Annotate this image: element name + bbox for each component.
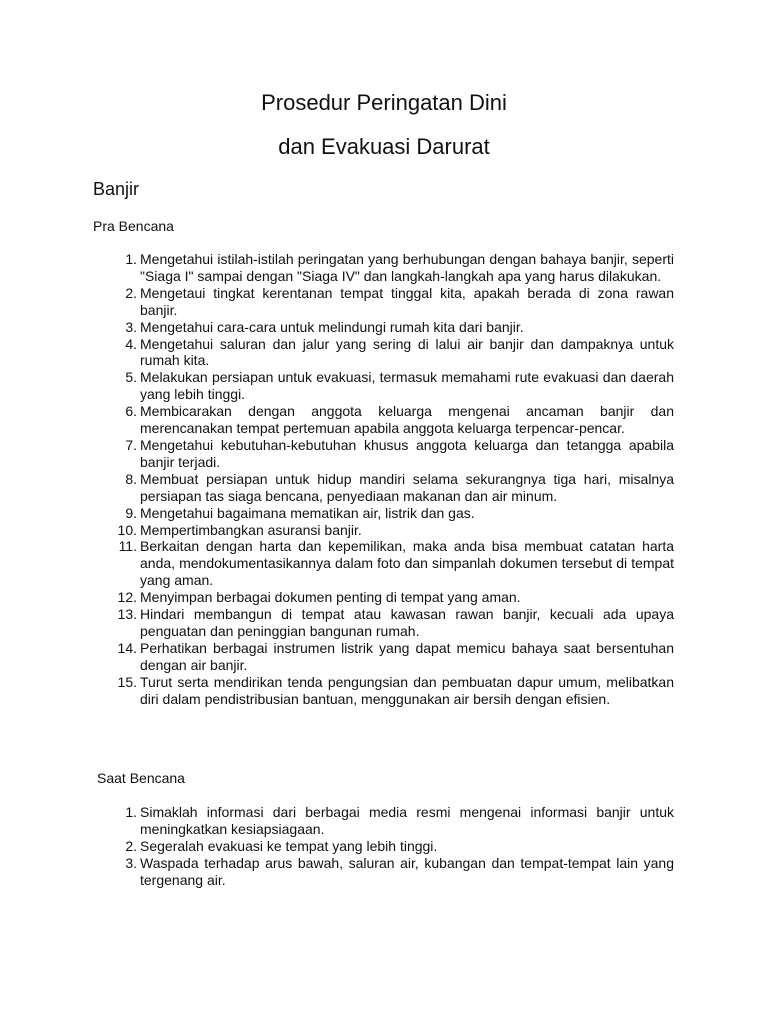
list-item	[0, 606, 768, 640]
list-item-text: Mengetahui kebutuhan-kebutuhan khusus anggota keluarga dan tetangga apabila banjir terjadi.	[140, 436, 674, 470]
subheading-saat-bencana: Saat Bencana	[97, 770, 185, 786]
list-item-text: Membicarakan dengan anggota keluarga mengenai ancaman banjir dan merencanakan tempat pertemuan apabila anggota keluarga terpencar-pencar.	[140, 403, 674, 437]
list-item	[0, 522, 768, 539]
list-item-text: Simaklah informasi dari berbagai media resmi mengenai informasi banjir untuk meningkatkan kesiapsiagaan.	[140, 804, 674, 837]
list-item	[0, 855, 768, 889]
list-item-text: Membuat persiapan untuk hidup mandiri selama sekurangnya tiga hari, misalnya persiapan tas siaga bencana, penyediaan makanan dan air minum.	[140, 470, 674, 504]
list-item-number: 3.	[125, 854, 137, 871]
list-item-text: Mengetaui tingkat kerentanan tempat tinggal kita, apakah berada di zona rawan banjir.	[140, 284, 674, 318]
list-item-number: 4.	[125, 335, 137, 352]
list-item-number: 1.	[125, 804, 137, 820]
list-item	[0, 403, 768, 437]
document-title-line-2: dan Evakuasi Darurat	[278, 134, 490, 159]
document-title-line-1: Prosedur Peringatan Dini	[261, 90, 507, 115]
list-item-text: Segeralah evakuasi ke tempat yang lebih tinggi.	[140, 837, 438, 854]
list-item	[0, 589, 768, 606]
list-item-text: Berkaitan dengan harta dan kepemilikan, maka anda bisa membuat catatan harta anda, mendokumentasikannya dalam foto dan simpanlah dokumen tersebut di tempat yang aman.	[140, 538, 674, 589]
list-item-number: 6.	[125, 403, 137, 420]
list-item	[0, 437, 768, 471]
list-item-text: Hindari membangun di tempat atau kawasan rawan banjir, kecuali ada upaya penguatan dan peninggian bangunan rumah.	[140, 606, 674, 639]
list-item	[0, 319, 768, 336]
list-item-number: 9.	[125, 504, 137, 521]
saat-bencana-list	[0, 804, 768, 889]
list-item-text: Menyimpan berbagai dokumen penting di tempat yang aman.	[140, 589, 521, 606]
list-item	[0, 538, 768, 589]
list-item-text: Mengetahui istilah-istilah peringatan yang berhubungan dengan bahaya banjir, seperti "Siaga I" sampai dengan "Siaga IV" dan langkah-langkah apa yang harus dilakukan.	[140, 251, 674, 284]
list-item-text: Mengetahui cara-cara untuk melindungi rumah kita dari banjir.	[140, 318, 524, 335]
pra-bencana-list	[0, 251, 768, 707]
list-item-text: Mengetahui saluran dan jalur yang sering di lalui air banjir dan dampaknya untuk rumah kita.	[140, 335, 674, 369]
list-item-text: Mengetahui bagaimana mematikan air, listrik dan gas.	[140, 504, 475, 521]
subheading-pra-bencana: Pra Bencana	[93, 218, 174, 234]
list-item	[0, 505, 768, 522]
list-item-number: 8.	[125, 470, 137, 487]
list-item-number: 3.	[125, 318, 137, 335]
list-item	[0, 471, 768, 505]
list-item-text: Mempertimbangkan asuransi banjir.	[140, 521, 362, 538]
list-item-text: Turut serta mendirikan tenda pengungsian dan pembuatan dapur umum, melibatkan diri dalam pendistribusian bantuan, menggunakan air bersih dengan efisien.	[140, 673, 674, 707]
list-item	[0, 674, 768, 708]
section-heading-banjir: Banjir	[93, 179, 140, 199]
list-item-number: 12.	[117, 589, 137, 606]
list-item-number: 2.	[125, 284, 137, 301]
list-item-number: 11.	[118, 538, 137, 555]
list-item	[0, 285, 768, 319]
list-item-number: 2.	[125, 837, 137, 854]
list-item-text: Waspada terhadap arus bawah, saluran air, kubangan dan tempat-tempat lain yang tergenang air.	[140, 854, 674, 888]
list-item-number: 1.	[125, 251, 137, 267]
list-item-text: Perhatikan berbagai instrumen listrik yang dapat memicu bahaya saat bersentuhan dengan air banjir.	[140, 639, 674, 673]
list-item-text: Melakukan persiapan untuk evakuasi, termasuk memahami rute evakuasi dan daerah yang lebih tinggi.	[140, 369, 674, 403]
list-item	[0, 640, 768, 674]
list-item	[0, 804, 768, 838]
list-item-number: 10.	[117, 521, 137, 538]
list-item-number: 14.	[117, 639, 137, 656]
list-item	[0, 251, 768, 285]
list-item-number: 13.	[117, 606, 137, 623]
list-item	[0, 336, 768, 370]
list-item-number: 15.	[117, 673, 137, 690]
list-item	[0, 838, 768, 855]
list-item	[0, 369, 768, 403]
list-item-number: 5.	[125, 369, 137, 386]
list-item-number: 7.	[125, 436, 137, 453]
